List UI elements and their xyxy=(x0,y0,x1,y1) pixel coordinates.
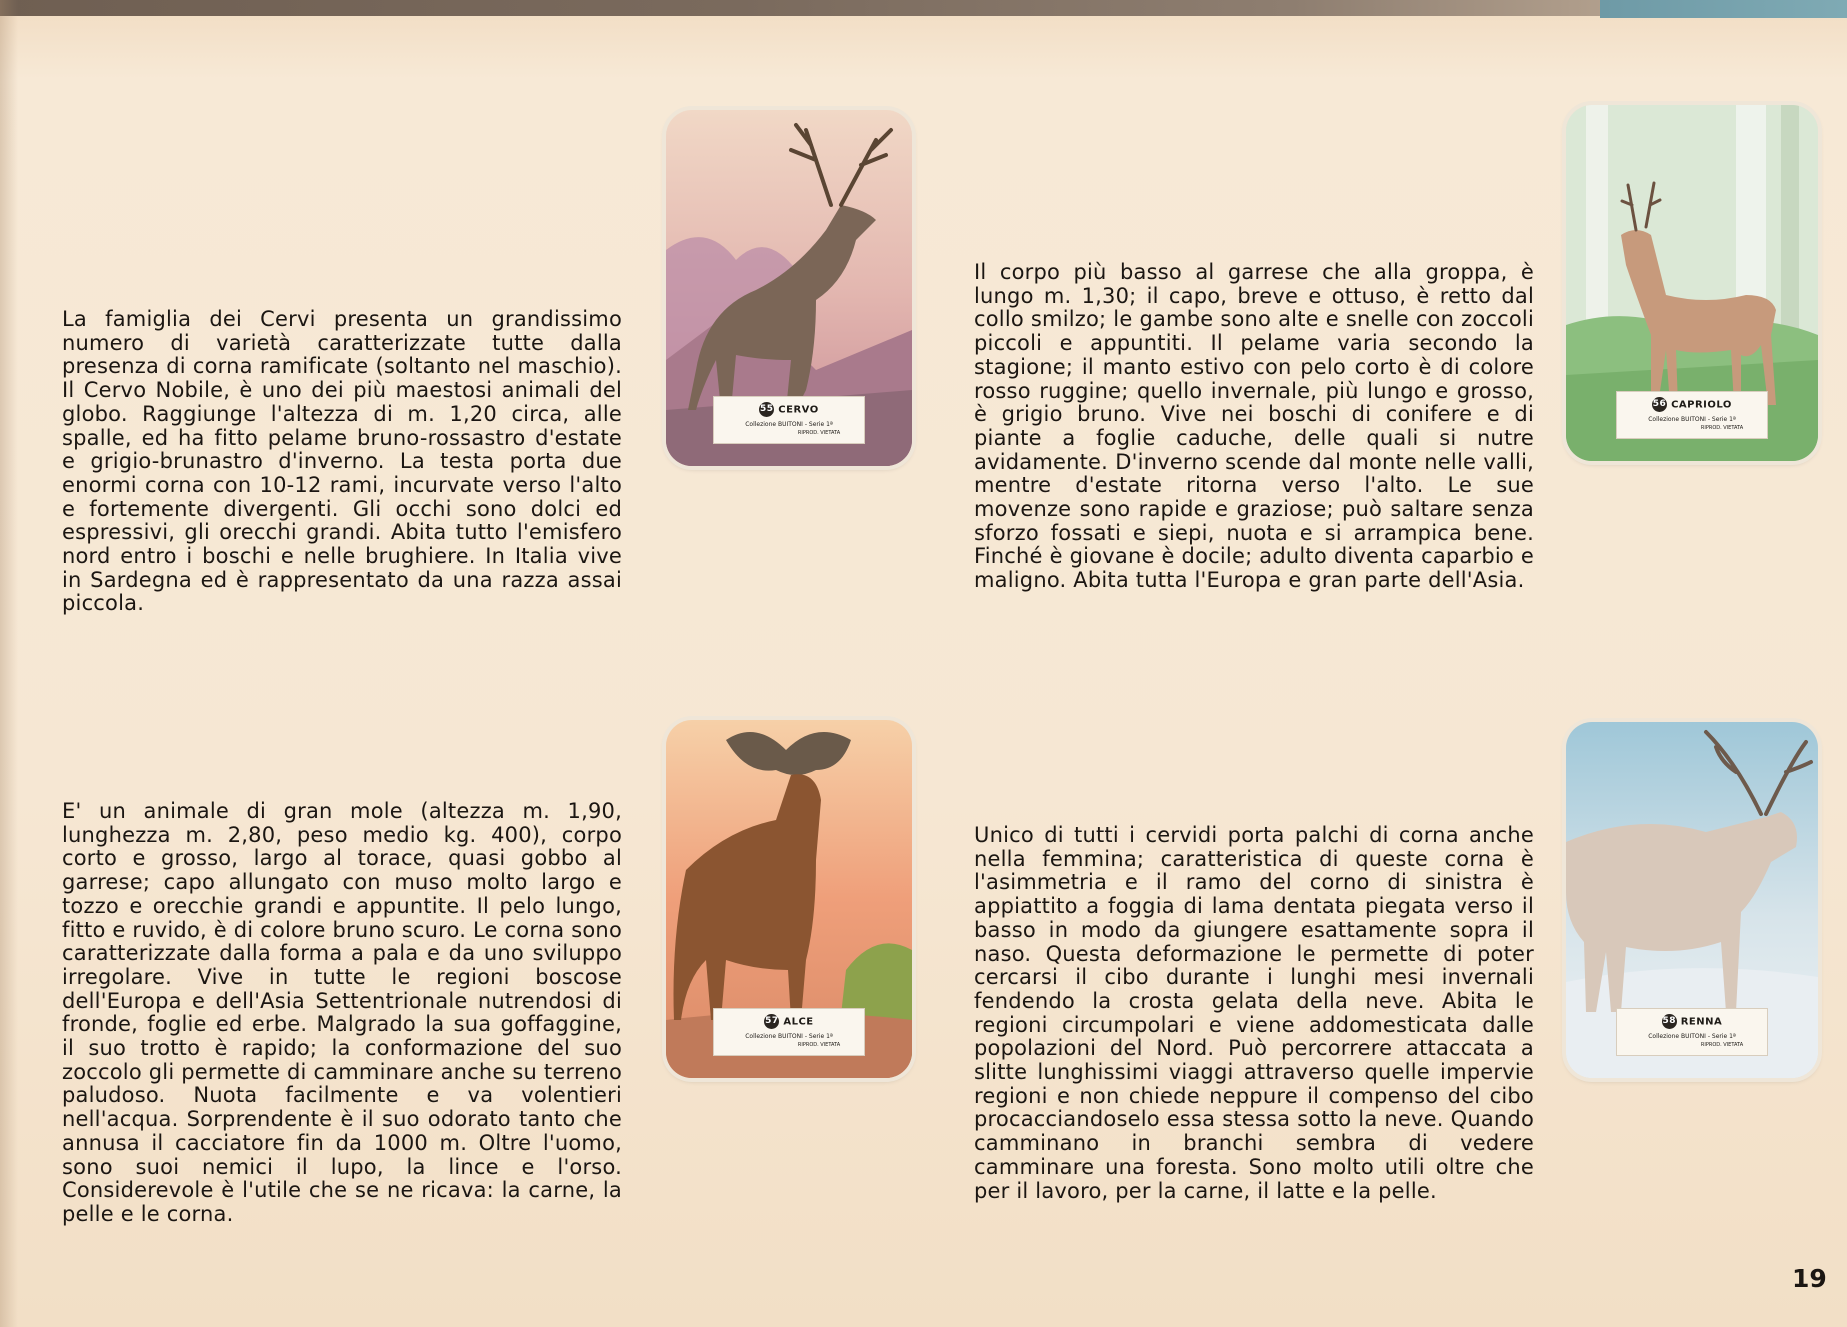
card-capriolo xyxy=(1566,105,1818,461)
paragraph-cervo: La famiglia dei Cervi presenta un grandissimo numero di varietà caratterizzate tutte dalla presenza di corna ramificate (soltanto nel maschio). Il Cervo Nobile, è uno dei più maestosi animali del globo. Raggiunge l'altezza di m. 1,20 circa, alle spalle, ed ha fitto pelame bruno-rossastro d'estate e grigio-brunastro d'inverno. La testa porta due enormi corna con 10-12 rami, incurvate verso l'alto e fortemente divergenti. Gli occhi sono dolci ed espressivi, gli orecchi grandi. Abita tutto l'emisfero nord entro i boschi e nelle brughiere. In Italia vive in Sardegna ed è rappresentato da una razza assai piccola. xyxy=(62,307,622,616)
card-cervo xyxy=(666,110,912,466)
card-label xyxy=(1616,1008,1768,1056)
card-title: CAPRIOLO xyxy=(1671,399,1732,411)
card-title: CERVO xyxy=(778,404,819,416)
card-collection: Collezione BUITONI - Serie 1ª xyxy=(745,421,833,428)
card-label xyxy=(713,1008,865,1056)
card-number-badge: 57 xyxy=(764,1014,779,1029)
page-number: 19 xyxy=(1792,1264,1827,1293)
paragraph-alce: E' un animale di gran mole (altezza m. 1,90, lunghezza m. 2,80, peso medio kg. 400), corpo corto e grosso, largo al torace, quasi gobbo al garrese; capo allungato con muso molto largo e tozzo e orecchie grandi e appuntite. Il pelo lungo, fitto e ruvido, è di colore bruno scuro. Le corna sono caratterizzate dalla forma a pala e da uno sviluppo irregolare. Vive in tutte le regioni boscose dell'Europa e dell'Asia Settentrionale nutrendosi di fronde, foglie ed erbe. Malgrado la sua goffaggine, il suo trotto è rapido; la conformazione del suo zoccolo gli permette di camminare anche su terreno paludoso. Nuota facilmente e va volentieri nell'acqua. Sorprendente è il suo odorato tanto che annusa il cacciatore fin da 1000 m. Oltre l'uomo, sono suoi nemici il lupo, la lince e l'orso. Considerevole è l'utile che se ne ricava: la carne, la pelle e le corna. xyxy=(62,799,622,1226)
paragraph-renna: Unico di tutti i cervidi porta palchi di corna anche nella femmina; caratteristica di queste corna è l'asimmetria e il ramo del corno di sinistra è appiattito a foggia di lama dentata piegata verso il basso in modo da giungere esattamente sopra il naso. Questa deformazione le permette di poter cercarsi il cibo durante i lunghi mesi invernali fendendo la crosta gelata della neve. Abita le regioni circumpolari e viene addomesticata dalle popolazioni del Nord. Può percorrere attaccata a slitte lunghissimi viaggi attraverso quelle impervie regioni e non chiede neppure il compenso del cibo procacciandoselo essa stessa sotto la neve. Quando camminano in branchi sembra di vedere camminare una foresta. Sono molto utili oltre che per il lavoro, per la carne, il latte e la pelle. xyxy=(974,823,1534,1203)
card-renna xyxy=(1566,722,1818,1078)
top-edge-shadow xyxy=(0,0,1847,16)
card-title: ALCE xyxy=(783,1016,814,1028)
card-print-note: RIPROD. VIETATA xyxy=(797,1042,841,1048)
card-number-badge: 55 xyxy=(759,402,774,417)
card-collection: Collezione BUITONI - Serie 1ª xyxy=(745,1033,833,1040)
card-collection: Collezione BUITONI - Serie 1ª xyxy=(1648,416,1736,423)
card-print-note: RIPROD. VIETATA xyxy=(797,430,841,436)
card-print-note: RIPROD. VIETATA xyxy=(1700,425,1744,431)
card-label xyxy=(1616,391,1768,439)
card-alce xyxy=(666,720,912,1078)
top-edge-cover xyxy=(1600,0,1847,18)
card-number-badge: 56 xyxy=(1652,397,1667,412)
card-number-badge: 58 xyxy=(1662,1014,1677,1029)
card-collection: Collezione BUITONI - Serie 1ª xyxy=(1648,1033,1736,1040)
card-title: RENNA xyxy=(1680,1016,1723,1028)
card-label xyxy=(713,396,865,444)
card-print-note: RIPROD. VIETATA xyxy=(1700,1042,1744,1048)
binding-shadow xyxy=(0,0,18,1327)
paragraph-capriolo: Il corpo più basso al garrese che alla groppa, è lungo m. 1,30; il capo, breve e ottuso, è retto dal collo smilzo; le gambe sono alte e snelle con zoccoli piccoli e appuntiti. Il pelame varia secondo la stagione; il manto estivo con pelo corto è di colore rosso ruggine; quello invernale, più lungo e grosso, è grigio bruno. Vive nei boschi di conifere e di piante a foglie caduche, delle quali si nutre avidamente. D'inverno scende dal monte nelle valli, mentre d'estate ritorna verso l'alto. Le sue movenze sono rapide e graziose; può saltare senza sforzo fossati e siepi, nuota e si arrampica bene. Finché è giovane è docile; adulto diventa caparbio e maligno. Abita tutta l'Europa e gran parte dell'Asia. xyxy=(974,260,1534,593)
